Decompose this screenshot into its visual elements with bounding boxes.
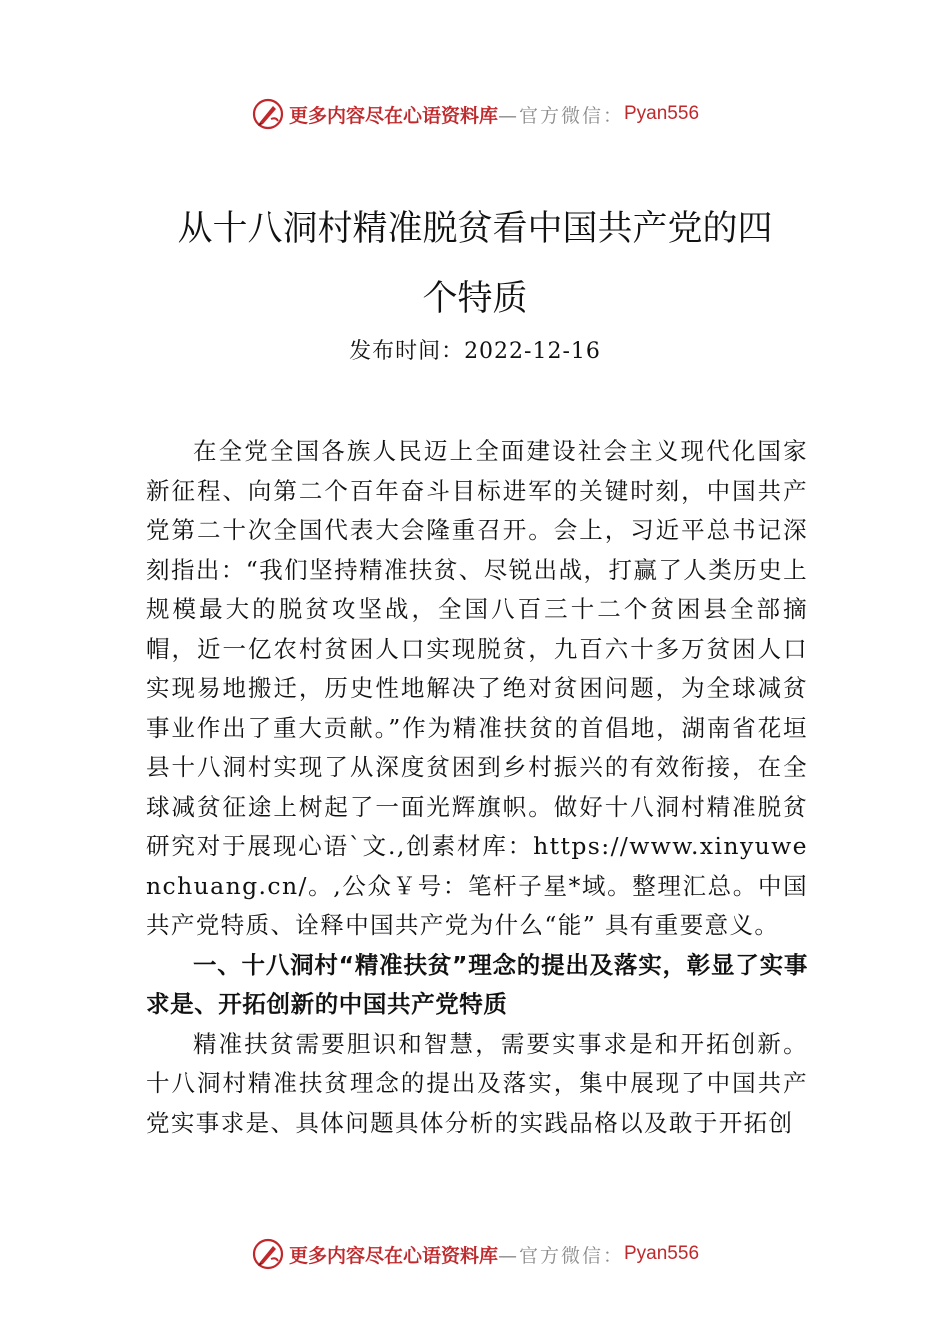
title-line-1: 从十八洞村精准脱贫看中国共产党的四	[177, 209, 773, 249]
header-banner	[0, 94, 950, 134]
publish-date: 发布时间：2022-12-16	[349, 339, 601, 364]
banner-site-name: 更多内容尽在心语资料库	[288, 104, 498, 127]
footer-banner	[0, 1234, 950, 1274]
paragraph-section-1: 精准扶贫需要胆识和智慧，需要实事求是和开拓创新。十八洞村精准扶贫理念的提出及落实，集中展现了中国共产党实事求是、具体问题具体分析的实践品格以及敢于开拓创	[146, 1029, 808, 1137]
banner-wechat-label: —官方微信：	[497, 104, 624, 127]
banner-wechat-label: —官方微信：	[497, 1244, 624, 1267]
banner-site-name: 更多内容尽在心语资料库	[288, 1244, 498, 1267]
banner-wechat-id: Pyan556	[624, 1243, 700, 1264]
paragraph-intro: 在全党全国各族人民迈上全面建设社会主义现代化国家新征程、向第二个百年奋斗目标进军的关键时刻，中国共产党第二十次全国代表大会隆重召开。会上，习近平总书记深刻指出：“我们坚持精准扶贫、尽锐出战，打赢了人类历史上规模最大的脱贫攻坚战，全国八百三十二个贫困县全部摘帽，近一亿农村贫困人口实现脱贫，九百六十多万贫困人口实现易地搬迁，历史性地解决了绝对贫困问题，为全球减贫事业作出了重大贡献。”作为精准扶贫的首倡地，湖南省花垣县十八洞村实现了从深度贫困到乡村振兴的有效衔接，在全球减贫征途上树起了一面光辉旗帜。做好十八洞村精准脱贫研究对于展现心语`文.,创素材库：https://www.xinyuwenchuang.cn/。,公众￥号：笔杆子星*域。整理汇总。中国共产党特质、诠释中国共产党为什么“能” 具有重要意义。	[146, 437, 808, 939]
banner-wechat-id: Pyan556	[624, 103, 700, 124]
article-body	[146, 432, 808, 1143]
page-title	[0, 194, 950, 334]
title-line-2: 个特质	[422, 279, 528, 319]
pen-logo-icon	[251, 1237, 285, 1271]
pen-logo-icon	[251, 97, 285, 131]
section-heading-1: 一、十八洞村“精准扶贫”理念的提出及落实，彰显了实事求是、开拓创新的中国共产党特质	[146, 950, 808, 1018]
